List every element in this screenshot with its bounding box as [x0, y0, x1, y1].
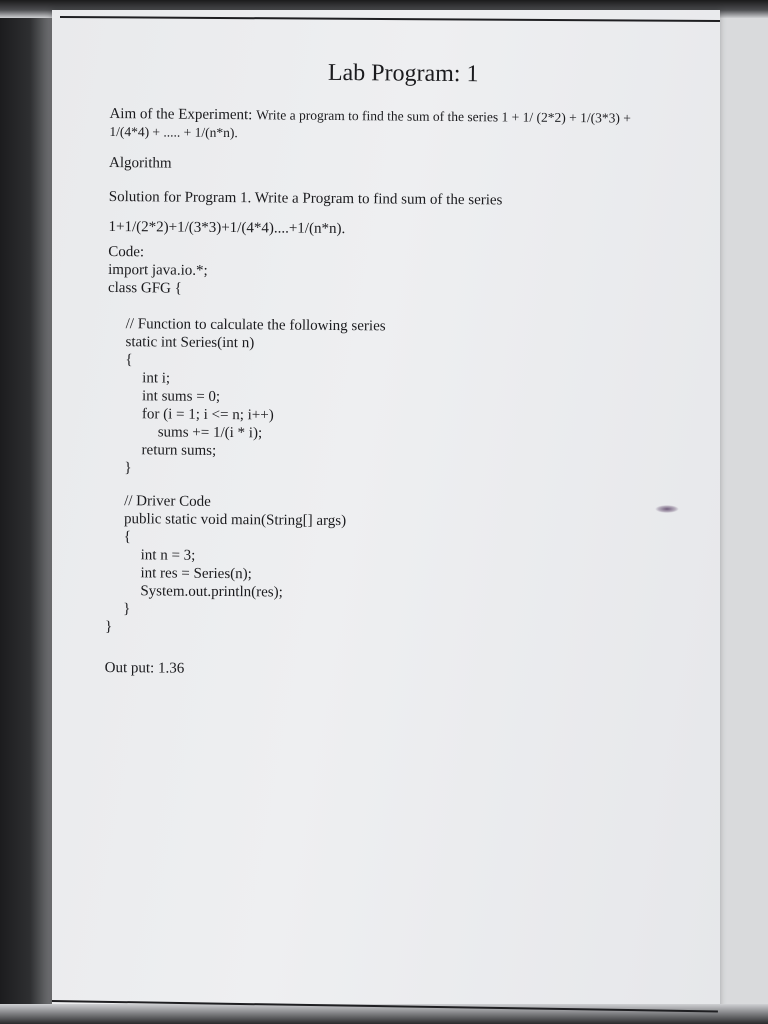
page-title: Lab Program: 1 — [327, 59, 479, 88]
code-line: public static void main(String[] args) — [123, 511, 347, 530]
code-line: int i; — [142, 370, 171, 387]
aim-line-2: 1/(4*4) + ..... + 1/(n*n). — [109, 123, 238, 141]
code-line: } — [123, 601, 131, 618]
code-line: sums += 1/(i * i); — [157, 424, 263, 442]
code-line: return sums; — [141, 442, 217, 459]
aim-text: Write a program to find the sum of the series 1 + 1/ (2*2) + 1/(3*3) + — [256, 107, 631, 126]
code-line: { — [125, 352, 133, 369]
code-line: } — [104, 618, 113, 636]
output-line: Out put: 1.36 — [104, 659, 185, 677]
series-line: 1+1/(2*2)+1/(3*3)+1/(4*4)....+1/(n*n). — [108, 218, 346, 238]
code-line: int sums = 0; — [141, 388, 221, 405]
code-line: class GFG { — [107, 279, 182, 297]
code-line: import java.io.*; — [108, 261, 208, 279]
code-comment: // Driver Code — [124, 493, 211, 510]
solution-line: Solution for Program 1. Write a Program to find sum of the series — [108, 188, 503, 209]
code-comment: // Function to calculate the following series — [125, 316, 386, 335]
algorithm-heading: Algorithm — [109, 154, 172, 172]
code-line: System.out.println(res); — [140, 583, 283, 601]
code-line: { — [123, 529, 132, 546]
ink-smudge — [655, 505, 679, 513]
code-label: Code: — [108, 243, 145, 261]
code-line: static int Series(int n) — [125, 334, 255, 352]
code-line: for (i = 1; i <= n; i++) — [141, 406, 274, 424]
aim-label: Aim of the Experiment: — [109, 105, 257, 124]
code-line: int res = Series(n); — [140, 565, 252, 583]
code-line: } — [124, 460, 132, 477]
code-line: int n = 3; — [140, 547, 196, 564]
